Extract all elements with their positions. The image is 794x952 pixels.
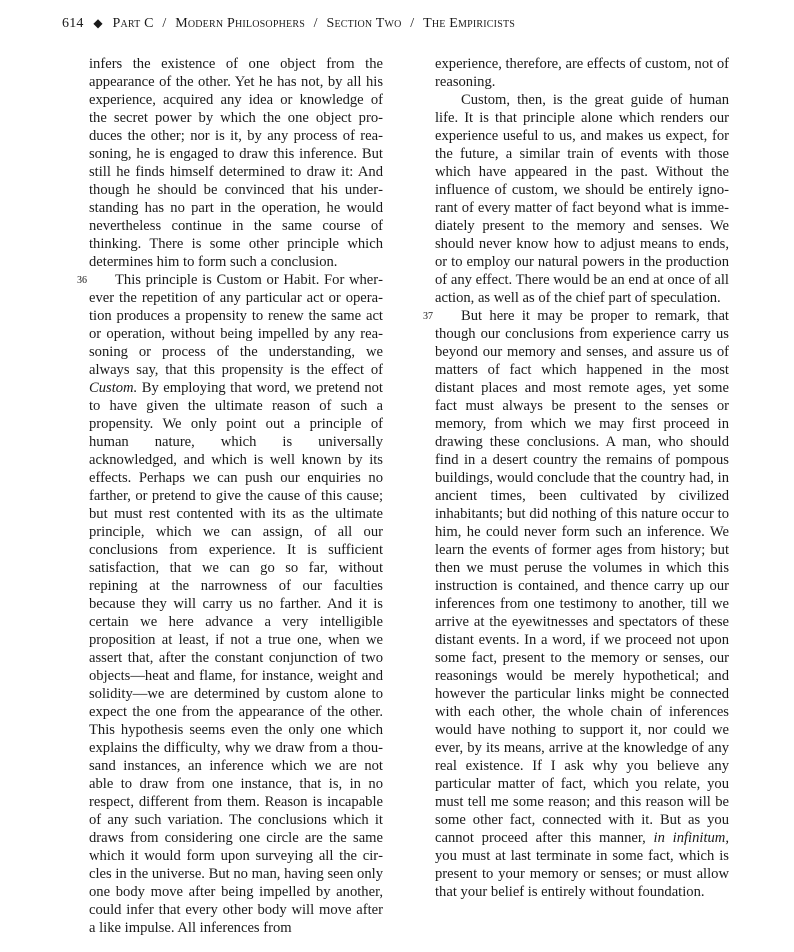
right-column xyxy=(423,55,729,901)
emphasis-text: Custom. xyxy=(89,380,138,396)
header-separator: / xyxy=(410,16,415,31)
paragraph-number: 36 xyxy=(77,275,87,286)
paragraph-number: 37 xyxy=(423,311,433,322)
left-column xyxy=(77,55,383,937)
running-header xyxy=(62,16,742,38)
paragraph: Custom, then, is the great guide of human life. It is that principle alone which renders our experience useful to us, and makes us expect, for the future, a similar train of events with those which have appeared in the past. Without the influence of custom, we should be entirely ignorant of every matter of fact beyond what is immediately present to the memory and senses. We should never know how to adjust means to ends, or to employ our natural powers in the production of any effect. There would be an end at once of all action, as well as of the chief part of speculation. xyxy=(435,92,729,306)
page-number: 614 xyxy=(62,16,84,31)
paragraph-text: By employing that word, we pretend not to have given the ultimate reason of such a propensity. We only point out a principle of human nature, which is universally acknowledged, and which is well known by its effects. Perhaps we can push our enquiries no farther, or pretend to give the cause of this cause; but must rest contented with its as the ultimate principle, which we can assign, of all our conclusions from experience. It is sufficient satisfaction, that we can go so far, without repining at the narrowness of our faculties because they will carry us no farther. And it is certain we here advance a very intelligible proposition at least, if not a true one, when we assert that, after the constant conjunction of two objects—heat and flame, for instance, weight and solidity—we are determined by custom alone to expect the one from the appearance of the other. This hypothesis seems even the only one which explains the difficulty, why we draw from a thousand instances, an inference which we are not able to draw from one instance, that is, in no respect, different from them. Reason is incapable of any such variation. The conclusions which it draws from considering one circle are the same which it would form upon surveying all the circles in the universe. But no man, having seen only one body move after being impelled by another, could infer that every other body will move after a like impulse. All inferences from xyxy=(89,380,383,936)
paragraph-37 xyxy=(423,307,729,901)
diamond-bullet-icon: ◆ xyxy=(93,16,103,30)
header-separator: / xyxy=(313,16,318,31)
paragraph-text: you must at last terminate in some fact, which is present to your memory or senses; or must allow that your belief is entirely without foundation. xyxy=(435,848,729,900)
paragraph-36 xyxy=(77,271,383,937)
section-label: Section Two xyxy=(326,16,402,31)
section-title: Modern Philosophers xyxy=(175,16,305,31)
paragraph: experience, therefore, are effects of custom, not of reasoning. xyxy=(435,56,729,90)
paragraph: infers the existence of one object from the appearance of the other. Yet he has not, by all his experience, acquired any idea or knowledge of the secret power by which the one object produces the other; nor is it, by any process of reasoning, he is engaged to draw this inference. But still he finds himself determined to draw it: And though he should be convinced that his understanding has no part in the operation, he would nevertheless continue in the same course of thinking. There is some other principle which determines him to form such a conclusion. xyxy=(89,56,383,270)
paragraph-text: This principle is Custom or Habit. For wherever the repetition of any particular act or operation produces a propensity to renew the same act or operation, without being impelled by any reasoning or process of the understanding, we always say, that this propensity is the effect of xyxy=(89,272,383,378)
part-label: Part C xyxy=(112,16,154,31)
paragraph-text: But here it may be proper to remark, that though our conclusions from experience carry us beyond our memory and senses, and assure us of matters of fact which happened in the most distant places and most remote ages, yet some fact must always be present to the senses or memory, from which we may first proceed in drawing these conclusions. A man, who should find in a desert country the remains of pompous buildings, would conclude that the country had, in ancient times, been cultivated by civilized inhabitants; but did nothing of this nature occur to him, he could never form such an inference. We learn the events of former ages from history; but then we must peruse the volumes in which this instruction is contained, and thence carry up our inferences from one testimony to another, till we arrive at the eyewitnesses and spectators of these distant events. In a word, if we proceed not upon some fact, present to the memory or senses, our reasonings would be merely hypothetical; and however the particular links might be connected with each other, the whole chain of inferences would have nothing to support it, nor could we ever, by its means, arrive at the knowledge of any real existence. If I ask why you believe any particular matter of fact, which you relate, you must tell me some reason; and this reason will be some other fact, connected with it. But as you cannot proceed after this manner, xyxy=(435,308,729,846)
header-separator: / xyxy=(162,16,167,31)
chapter-title: The Empiricists xyxy=(423,16,516,31)
emphasis-text: in infinitum, xyxy=(653,830,729,846)
